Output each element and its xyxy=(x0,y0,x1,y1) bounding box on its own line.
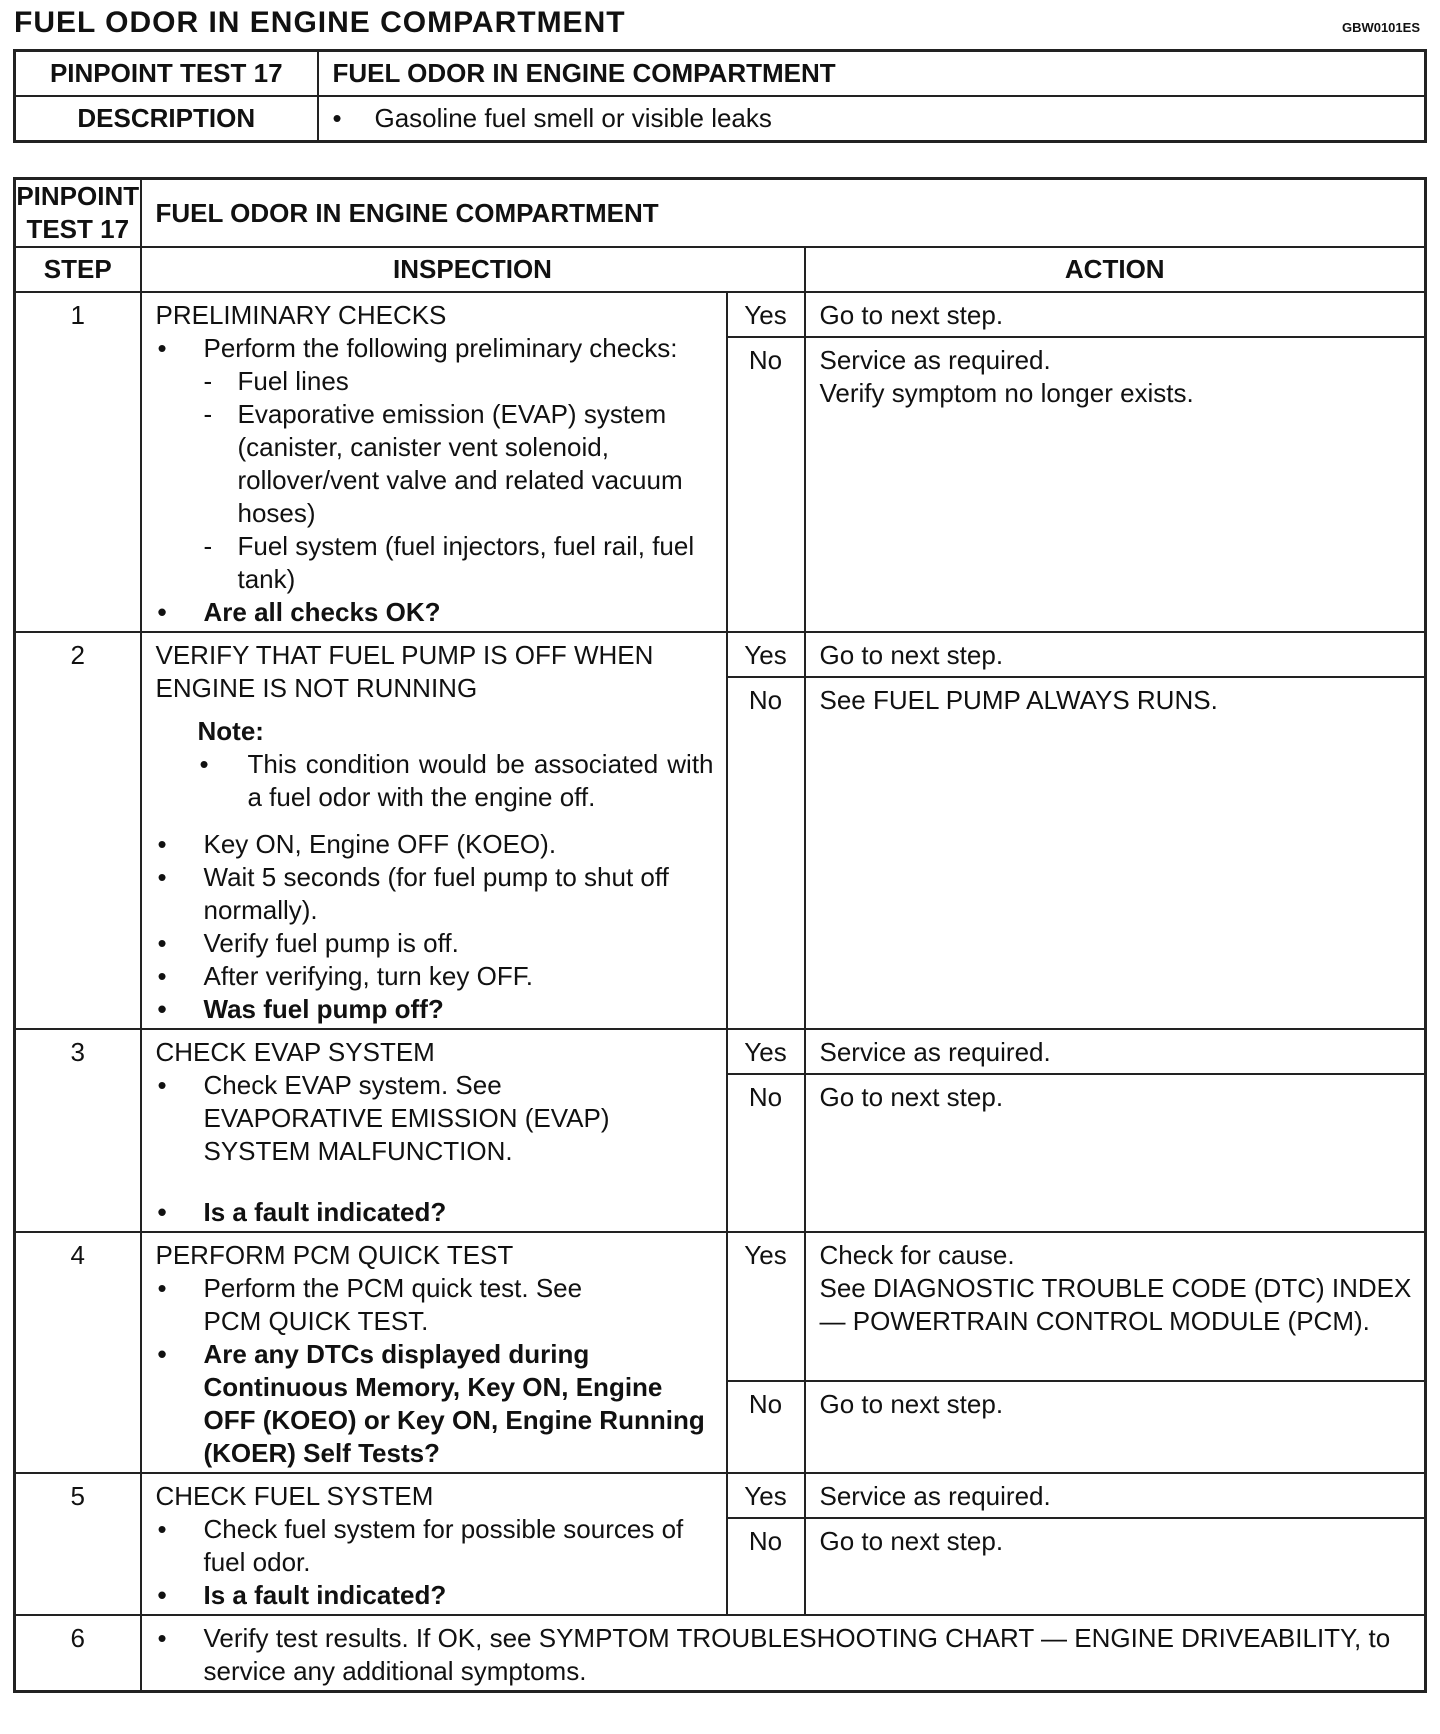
step-6-row xyxy=(15,1615,1426,1692)
bullet-item: • Key ON, Engine OFF (KOEO). xyxy=(156,828,714,861)
note-item: • This condition would be associated with a fuel odor with the engine off. xyxy=(156,748,714,814)
yes-action: Service as required. xyxy=(805,1029,1426,1074)
document-code: GBW0101ES xyxy=(1341,20,1420,35)
step-1-inspection xyxy=(141,292,727,632)
step-6-inspection xyxy=(141,1615,1426,1692)
steps-pinpoint-label: PINPOINT TEST 17 xyxy=(15,179,141,248)
step-number: 2 xyxy=(15,632,141,1029)
bullet-item: • Perform the following preliminary checks: xyxy=(156,332,714,365)
steps-pinpoint-row xyxy=(15,179,1426,248)
description-text: Gasoline fuel smell or visible leaks xyxy=(374,103,772,133)
step-4-inspection xyxy=(141,1232,727,1473)
summary-pinpoint-row xyxy=(15,51,1426,97)
yes-label: Yes xyxy=(727,292,805,337)
step-title: VERIFY THAT FUEL PUMP IS OFF WHEN ENGINE IS NOT RUNNING xyxy=(155,640,654,703)
col-step-header: STEP xyxy=(15,247,141,292)
yes-action: Go to next step. xyxy=(805,632,1426,677)
step-number: 4 xyxy=(15,1232,141,1473)
step-title: CHECK EVAP SYSTEM xyxy=(155,1037,435,1067)
bullet-item: • After verifying, turn key OFF. xyxy=(156,960,714,993)
question-item: • Are all checks OK? xyxy=(156,596,714,629)
pinpoint-steps-table xyxy=(13,177,1427,1693)
step-number: 6 xyxy=(15,1615,141,1692)
question-item: • Is a fault indicated? xyxy=(156,1579,714,1612)
yes-label: Yes xyxy=(727,1473,805,1518)
dash-item: - Evaporative emission (EVAP) system (canister, canister vent solenoid, rollover/vent valve and related vacuum hoses) xyxy=(156,398,714,530)
step-title: CHECK FUEL SYSTEM xyxy=(155,1481,434,1511)
bullet-item: • Check fuel system for possible sources of fuel odor. xyxy=(156,1513,714,1579)
dash-item: - Fuel system (fuel injectors, fuel rail, fuel tank) xyxy=(156,530,714,596)
no-action-line: Service as required. xyxy=(819,345,1051,375)
step-5-inspection xyxy=(141,1473,727,1615)
bullet-item: • Verify test results. If OK, see SYMPTOM TROUBLESHOOTING CHART — ENGINE DRIVEABILITY, to service any additional symptoms. xyxy=(156,1622,1413,1688)
pinpoint-title: FUEL ODOR IN ENGINE COMPARTMENT xyxy=(318,51,1426,97)
description-label: DESCRIPTION xyxy=(15,96,318,142)
yes-action: Go to next step. xyxy=(805,292,1426,337)
step-2-inspection xyxy=(141,632,727,1029)
col-action-header: ACTION xyxy=(805,247,1426,292)
description-cell xyxy=(318,96,1426,142)
no-action-line: Verify symptom no longer exists. xyxy=(819,378,1194,408)
step-1-yes-row xyxy=(15,292,1426,337)
step-title: PERFORM PCM QUICK TEST xyxy=(155,1240,514,1270)
no-action: Go to next step. xyxy=(805,1074,1426,1232)
yes-action xyxy=(805,1232,1426,1381)
yes-label: Yes xyxy=(727,632,805,677)
yes-action-line: Check for cause. xyxy=(819,1240,1015,1270)
bullet-item: • Verify fuel pump is off. xyxy=(156,927,714,960)
no-label: No xyxy=(727,1381,805,1473)
no-label: No xyxy=(727,337,805,632)
step-3-inspection xyxy=(141,1029,727,1232)
no-action: Go to next step. xyxy=(805,1381,1426,1473)
step-5-yes-row xyxy=(15,1473,1426,1518)
no-label: No xyxy=(727,1074,805,1232)
no-action: See FUEL PUMP ALWAYS RUNS. xyxy=(805,677,1426,1029)
bullet-item: • Perform the PCM quick test. See PCM QUICK TEST. xyxy=(156,1272,714,1338)
yes-action: Service as required. xyxy=(805,1473,1426,1518)
dash-item: - Fuel lines xyxy=(156,365,714,398)
question-item: • Was fuel pump off? xyxy=(156,993,714,1026)
step-number: 1 xyxy=(15,292,141,632)
no-label: No xyxy=(727,1518,805,1615)
yes-label: Yes xyxy=(727,1232,805,1381)
bullet-icon: • xyxy=(332,103,342,133)
step-3-yes-row xyxy=(15,1029,1426,1074)
summary-table xyxy=(13,49,1427,143)
no-label: No xyxy=(727,677,805,1029)
question-item: • Is a fault indicated? xyxy=(156,1196,714,1229)
page-title: FUEL ODOR IN ENGINE COMPARTMENT xyxy=(14,6,626,39)
step-number: 3 xyxy=(15,1029,141,1232)
step-title: PRELIMINARY CHECKS xyxy=(155,300,447,330)
steps-pinpoint-title: FUEL ODOR IN ENGINE COMPARTMENT xyxy=(141,179,1426,248)
summary-description-row xyxy=(15,96,1426,142)
yes-action-line: See DIAGNOSTIC TROUBLE CODE (DTC) INDEX — POWERTRAIN CONTROL MODULE (PCM). xyxy=(819,1273,1412,1336)
step-number: 5 xyxy=(15,1473,141,1615)
column-header-row xyxy=(15,247,1426,292)
yes-label: Yes xyxy=(727,1029,805,1074)
col-inspection-header: INSPECTION xyxy=(141,247,805,292)
question-item: • Are any DTCs displayed during Continuous Memory, Key ON, Engine OFF (KOEO) or Key ON, Engine Running (KOER) Self Tests? xyxy=(156,1338,714,1470)
bullet-item: • Wait 5 seconds (for fuel pump to shut off normally). xyxy=(156,861,714,927)
step-2-yes-row xyxy=(15,632,1426,677)
no-action: Go to next step. xyxy=(805,1518,1426,1615)
pinpoint-label: PINPOINT TEST 17 xyxy=(15,51,318,97)
bullet-item: • Check EVAP system. See EVAPORATIVE EMISSION (EVAP) SYSTEM MALFUNCTION. xyxy=(156,1069,714,1168)
note-label: Note: xyxy=(197,716,264,746)
no-action xyxy=(805,337,1426,632)
step-4-yes-row xyxy=(15,1232,1426,1381)
